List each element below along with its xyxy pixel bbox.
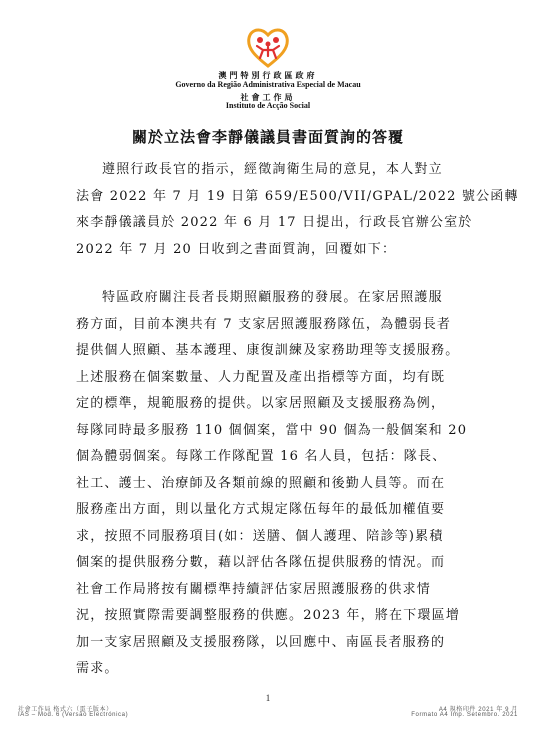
footer-print-format-portuguese: Formato A4 Imp. Setembro. 2021 [411,712,518,718]
department-name-portuguese: Instituto de Acção Social [225,101,311,110]
paragraph-line: 遵照行政長官的指示，經徵詢衛生局的意見，本人對立 [102,162,443,177]
paragraph-line: 個為體弱個案。每隊工作隊配置 16 名人員，包括：隊長、 [76,449,447,464]
paragraph-line: 2022 年 7 月 20 日收到之書面質詢，回覆如下： [76,241,397,257]
paragraph-line: 社會工作局將按有關標準持續評估家居照護服務的供求情 [76,581,432,597]
footer-form-code-portuguese: IAS – Mod. 6 (Versão Electrónica) [18,712,129,718]
paragraph-line: 務方面，目前本澳共有 7 支家居照護服務隊伍，為體弱長者 [76,316,452,332]
paragraph-line: 來李靜儀議員於 2022 年 6 月 17 日提出，行政長官辦公室於 [76,215,473,230]
paragraph-line: 加一支家居照顧及支援服務隊，以回應中、南區長者服務的 [76,634,446,650]
org-name-portuguese: Governo da Região Administrativa Especial de Macau [175,80,361,89]
paragraph-line: 社工、護士、治療師及各類前線的照顧和後勤人員等。而在 [76,475,446,491]
org-name-chinese: 澳門特別行政區政府 [218,71,318,80]
department-name-chinese: 社會工作局 [240,93,296,102]
document-title: 關於立法會李靜儀議員書面質詢的答覆 [131,128,404,146]
paragraph-line: 提供個人照顧、基本護理、康復訓練及家務助理等支援服務。 [76,343,460,358]
paragraph-line: 特區政府關注長者長期照顧服務的發展。在家居照護服 [102,290,443,305]
paragraph-line: 求，按照不同服務項目(如：送膳、個人護理、陪診等)累積 [76,528,444,544]
paragraph-line: 需求。 [76,661,119,676]
footer-form-code-chinese: 社會工作局 格式六（電子版本） [18,707,113,713]
paragraph-line: 上述服務在個案數量、人力配置及產出指標等方面，均有既 [76,369,446,385]
paragraph-line: 服務產出方面，則以量化方式規定隊伍每年的最低加權值要 [76,502,446,517]
paragraph-line: 法會 2022 年 7 月 19 日第 659/E500/VII/GPAL/2022 號公函轉 [76,188,519,204]
paragraph-line: 個案的提供服務分數，藉以評估各隊伍提供服務的情況。而 [76,555,446,570]
footer-print-format-chinese: A4 規格印件 2021 年 9 月 [438,707,518,713]
ias-logo-icon [245,26,291,68]
paragraph-line: 況，按照實際需要調整服務的供應。2023 年，將在下環區增 [76,608,461,623]
paragraph-home-care [76,285,476,683]
paragraph-intro [76,157,519,263]
paragraph-line: 定的標準，規範服務的提供。以家居照顧及支援服務為例， [76,396,446,411]
page-number: 1 [265,693,271,703]
paragraph-line: 每隊同時最多服務 110 個個案，當中 90 個為一般個案和 20 [76,422,468,438]
